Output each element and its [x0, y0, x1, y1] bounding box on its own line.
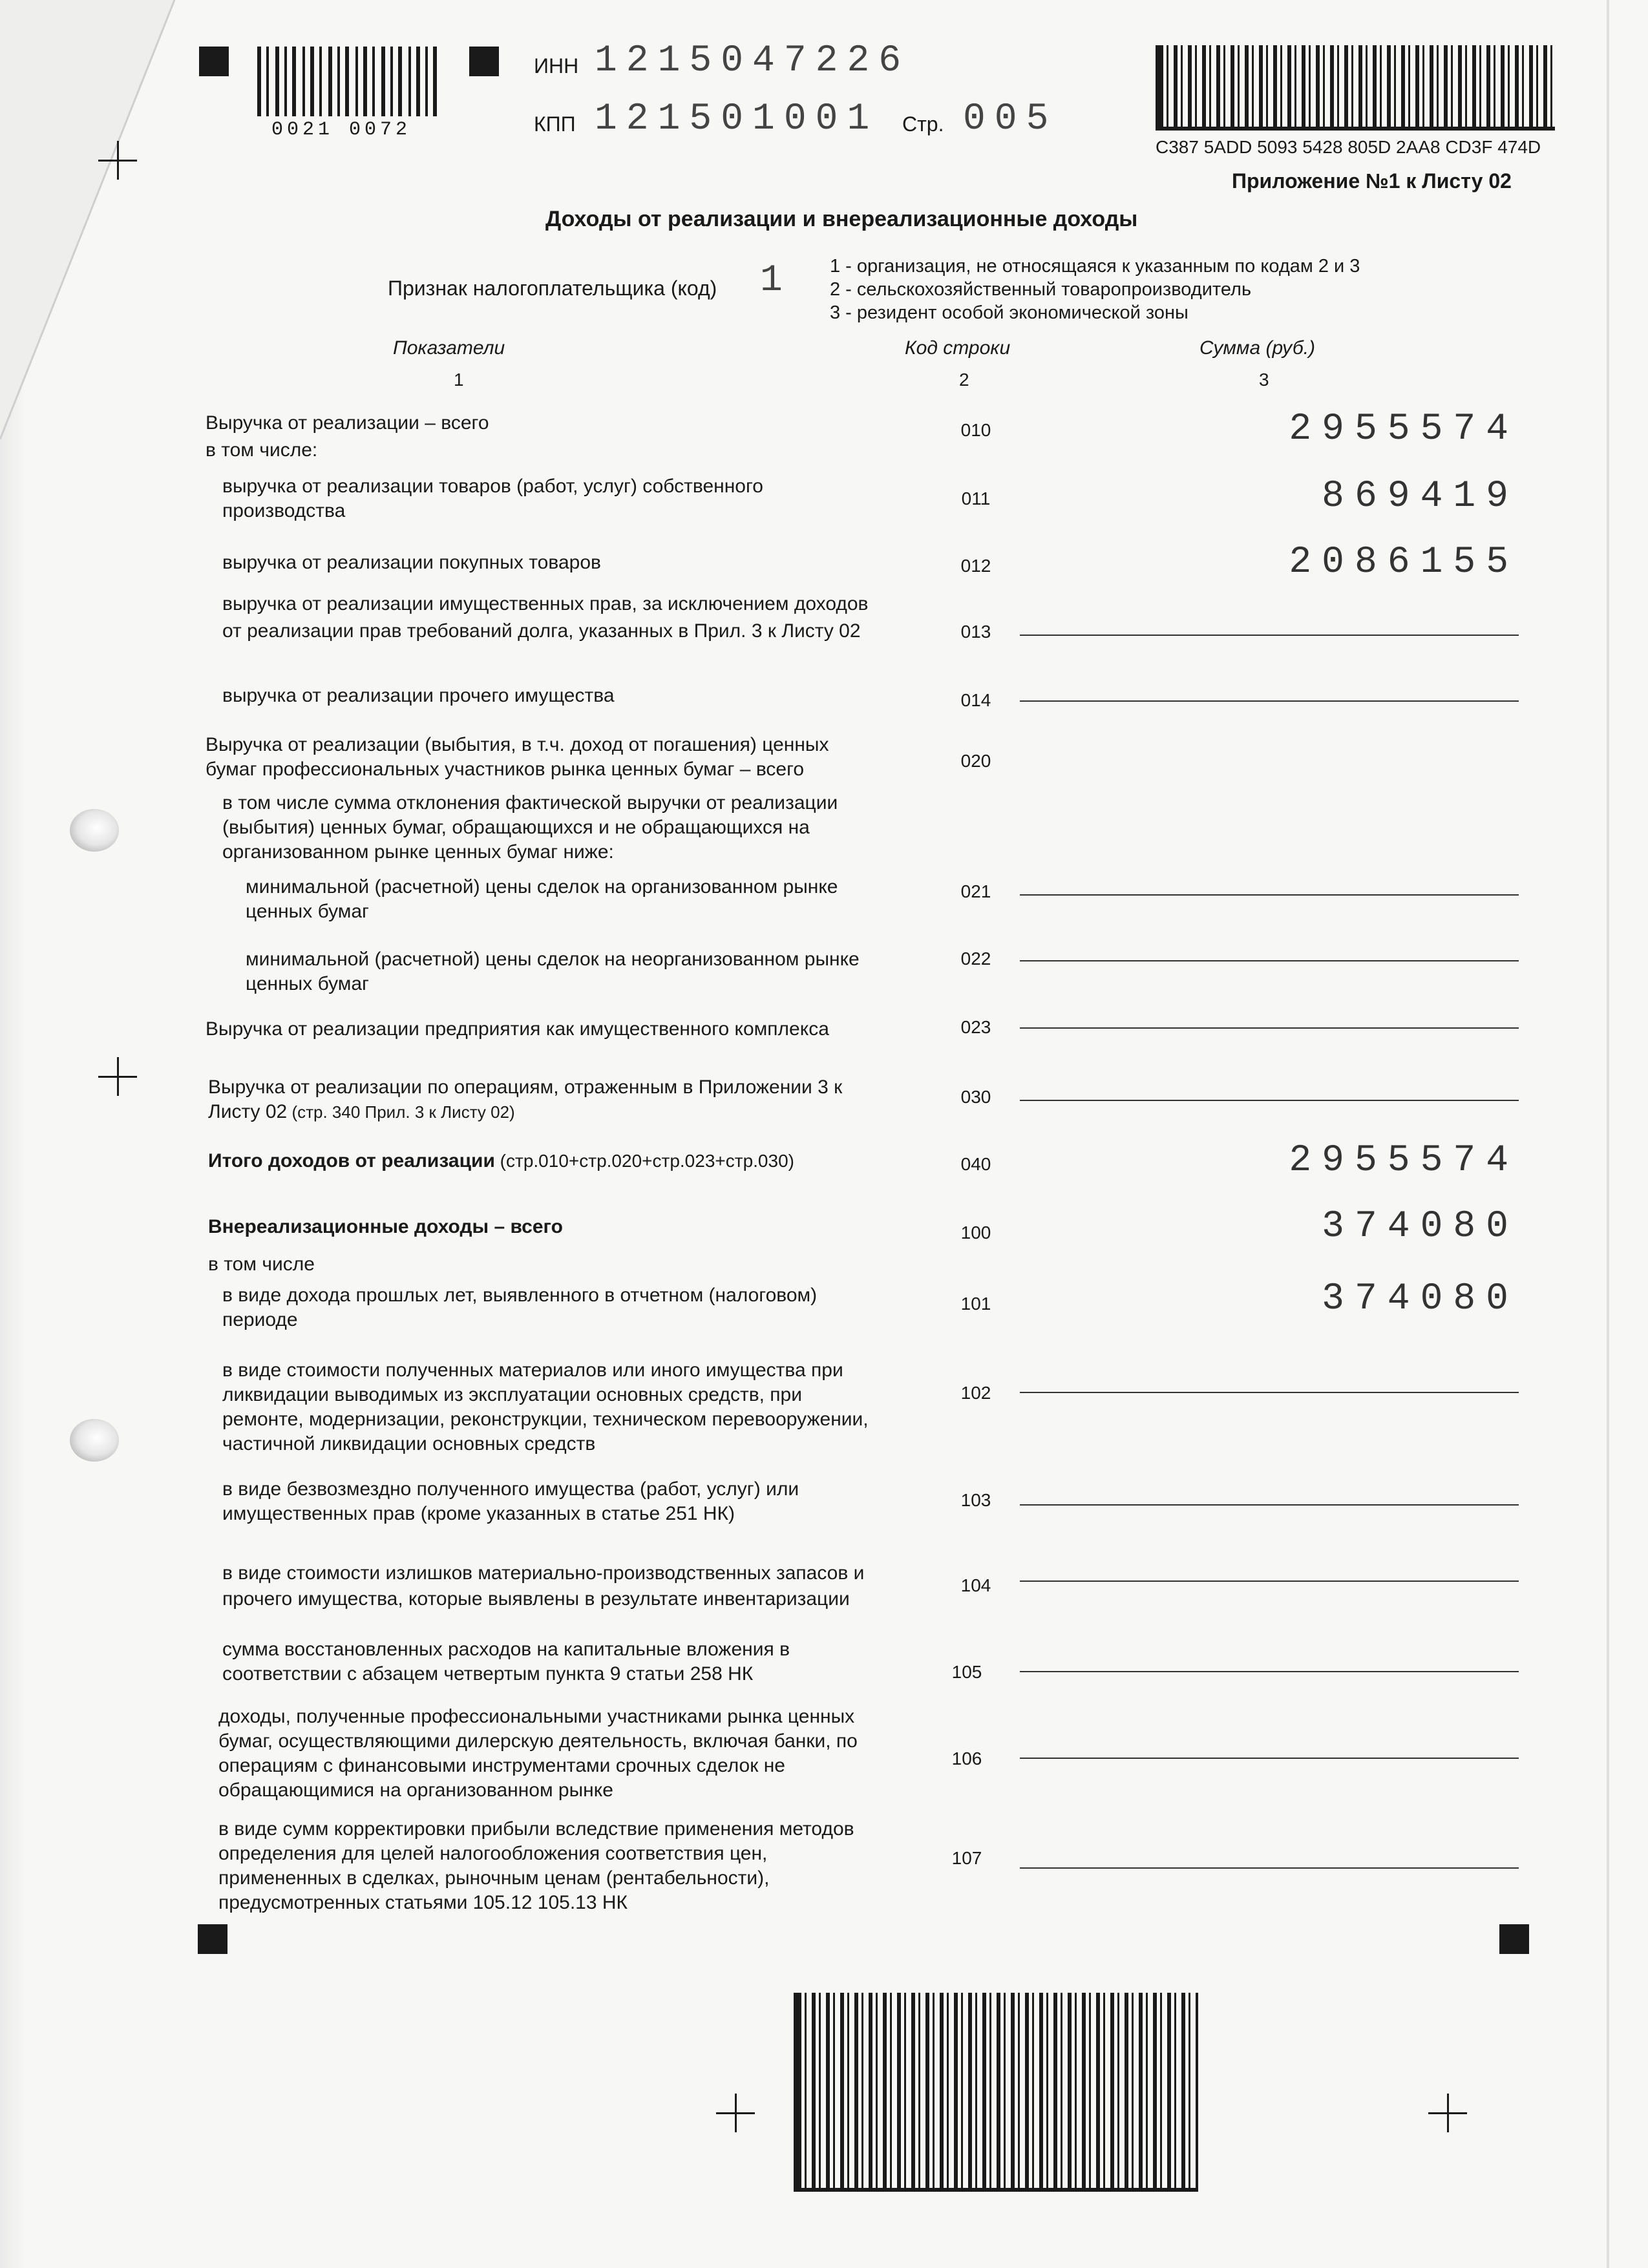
barcode-number: 0021 0072 [271, 119, 412, 141]
taxpayer-code: 1 [760, 260, 783, 302]
row-106-label-4: обращающимися на организованном рынке [218, 1780, 613, 1801]
row-102-label-2: ликвидации выводимых из эксплуатации основных средств, при [222, 1384, 802, 1405]
row-104-label: в виде стоимости излишков материально-производственных запасов и [222, 1562, 865, 1584]
row-030-label-2a: Листу 02 [208, 1101, 288, 1122]
row-105-code: 105 [951, 1662, 982, 1682]
row-103-amount-field[interactable] [1020, 1504, 1519, 1506]
row-100-code: 100 [960, 1223, 991, 1243]
row-014-code: 014 [960, 690, 991, 710]
row-010-code: 010 [960, 420, 991, 440]
row-014-label: выручка от реализации прочего имущества [222, 685, 615, 706]
form-2d-barcode [1156, 45, 1555, 131]
row-107-label-4: предусмотренных статьями 105.12 105.13 НК [218, 1892, 628, 1913]
taxpayer-option-2: 2 - сельскохозяйственный товаропроизводитель [830, 279, 1252, 300]
kpp-value: 121501001 [595, 98, 879, 140]
row-106-label-3: операциям с финансовыми инструментами срочных сделок не [218, 1755, 785, 1776]
row-013-label: выручка от реализации имущественных прав, за исключением доходов [222, 593, 869, 614]
row-014-amount-field[interactable] [1020, 700, 1519, 702]
row-010-label: Выручка от реализации – всего [206, 412, 489, 434]
column-number-1: 1 [454, 370, 464, 390]
taxpayer-option-1: 1 - организация, не относящаяся к указанным по кодам 2 и 3 [830, 256, 1360, 277]
column-header-amount: Сумма (руб.) [1199, 337, 1316, 359]
row-104-code: 104 [960, 1575, 991, 1595]
row-030-label: Выручка от реализации по операциям, отраженным в Приложении 3 к [208, 1076, 843, 1098]
row-022-code: 022 [960, 949, 991, 969]
row-023-code: 023 [960, 1017, 991, 1037]
row-013-label-2: от реализации прав требований долга, указанных в Прил. 3 к Листу 02 [222, 620, 861, 642]
row-040-code: 040 [960, 1154, 991, 1174]
row-107-code: 107 [951, 1848, 982, 1868]
row-010-sublabel: в том числе: [206, 439, 318, 461]
row-102-code: 102 [960, 1383, 991, 1403]
row-101-code: 101 [960, 1294, 991, 1314]
row-106-amount-field[interactable] [1020, 1758, 1519, 1759]
row-107-label: в виде сумм корректировки прибыли вследствие применения методов [218, 1818, 854, 1840]
row-012-code: 012 [960, 556, 991, 576]
document-hash: C387 5ADD 5093 5428 805D 2AA8 CD3F 474D [1156, 137, 1541, 157]
row-106-label: доходы, полученные профессиональными участниками рынка ценных [218, 1706, 855, 1727]
row-011-label: выручка от реализации товаров (работ, услуг) собственного [222, 476, 763, 497]
row-021-label: минимальной (расчетной) цены сделок на организованном рынке [246, 876, 838, 898]
row-040-label-a: Итого доходов от реализации [208, 1150, 495, 1171]
row-030-label-2b: (стр. 340 Прил. 3 к Листу 02) [287, 1102, 515, 1122]
page-label: Стр. [902, 112, 944, 136]
corner-marker-top-mid [469, 47, 499, 76]
row-105-label-2: соответствии с абзацем четвертым пункта 9 статьи 258 НК [222, 1663, 754, 1685]
row-021-label-2: ценных бумаг [246, 901, 370, 922]
page-barcode [257, 47, 437, 116]
registration-cross-icon [1428, 2094, 1467, 2132]
kpp-label: КПП [534, 112, 576, 136]
column-header-line-code: Код строки [905, 337, 1011, 359]
row-102-amount-field[interactable] [1020, 1392, 1519, 1393]
row-020-sub-label: в том числе сумма отклонения фактической выручки от реализации [222, 792, 838, 814]
row-023-label: Выручка от реализации предприятия как имущественного комплекса [206, 1018, 829, 1040]
form-title: Доходы от реализации и внереализационные доходы [545, 207, 1138, 231]
row-011-label-2: производства [222, 500, 346, 521]
row-020-sub-label-2: (выбытия) ценных бумаг, обращающихся и не обращающихся на [222, 817, 810, 838]
row-030-code: 030 [960, 1087, 991, 1107]
row-030-label-2 [208, 1100, 515, 1124]
corner-marker-top-left [199, 47, 229, 76]
row-103-label-2: имущественных прав (кроме указанных в статье 251 НК) [222, 1503, 735, 1524]
corner-marker-bottom-left [198, 1924, 227, 1954]
row-107-label-3: примененных в сделках, рыночным ценам (рентабельности), [218, 1867, 770, 1889]
row-021-code: 021 [960, 881, 991, 901]
registration-cross-icon [98, 141, 137, 180]
row-012-value: 2086155 [1289, 541, 1519, 583]
registration-cross-icon [98, 1057, 137, 1096]
row-107-amount-field[interactable] [1020, 1867, 1519, 1869]
row-011-code: 011 [961, 488, 991, 509]
punch-hole [70, 1419, 119, 1462]
row-102-label-3: ремонте, модернизации, реконструкции, техническом перевооружении, [222, 1409, 869, 1430]
row-102-label: в виде стоимости полученных материалов или иного имущества при [222, 1360, 843, 1381]
appendix-title: Приложение №1 к Листу 02 [1232, 169, 1512, 193]
row-106-code: 106 [951, 1748, 982, 1769]
column-number-2: 2 [959, 370, 969, 390]
inn-label: ИНН [534, 54, 579, 78]
row-104-amount-field[interactable] [1020, 1580, 1519, 1582]
row-102-label-4: частичной ликвидации основных средств [222, 1433, 596, 1454]
row-106-label-2: бумаг, осуществляющими дилерскую деятельность, включая банки, по [218, 1730, 858, 1752]
row-103-code: 103 [960, 1490, 991, 1510]
row-100-label: Внереализационные доходы – всего [208, 1216, 563, 1237]
row-105-label: сумма восстановленных расходов на капитальные вложения в [222, 1639, 790, 1660]
row-022-label: минимальной (расчетной) цены сделок на неорганизованном рынке [246, 949, 860, 970]
corner-marker-bottom-right [1499, 1924, 1529, 1954]
row-107-label-2: определения для целей налогообложения соответствия цен, [218, 1843, 768, 1864]
row-100-sublabel: в том числе [208, 1254, 315, 1275]
row-012-label: выручка от реализации покупных товаров [222, 552, 601, 573]
row-013-code: 013 [960, 622, 991, 642]
row-022-amount-field[interactable] [1020, 960, 1519, 961]
row-020-code: 020 [960, 751, 991, 771]
row-104-label-2: прочего имущества, которые выявлены в результате инвентаризации [222, 1588, 850, 1610]
row-105-amount-field[interactable] [1020, 1671, 1519, 1672]
row-040-value: 2955574 [1289, 1140, 1519, 1182]
row-030-amount-field[interactable] [1020, 1100, 1519, 1101]
row-101-label-2: периоде [222, 1309, 298, 1330]
row-022-label-2: ценных бумаг [246, 973, 370, 994]
row-023-amount-field[interactable] [1020, 1027, 1519, 1029]
row-020-sub-label-3: организованном рынке ценных бумаг ниже: [222, 841, 614, 863]
bottom-2d-barcode [794, 1993, 1198, 2192]
column-number-3: 3 [1259, 370, 1269, 390]
row-040-label-b: (стр.010+стр.020+стр.023+стр.030) [494, 1151, 794, 1171]
taxpayer-label: Признак налогоплательщика (код) [388, 277, 717, 300]
row-103-label: в виде безвозмездно полученного имущества (работ, услуг) или [222, 1478, 799, 1500]
row-101-label: в виде дохода прошлых лет, выявленного в отчетном (налоговом) [222, 1285, 818, 1306]
row-040-label [208, 1149, 794, 1173]
row-100-value: 374080 [1322, 1206, 1519, 1248]
row-020-label-2: бумаг профессиональных участников рынка ценных бумаг – всего [206, 759, 805, 780]
row-020-label: Выручка от реализации (выбытия, в т.ч. доход от погашения) ценных [206, 734, 829, 755]
row-021-amount-field[interactable] [1020, 894, 1519, 896]
row-101-value: 374080 [1322, 1278, 1519, 1320]
page-value: 005 [963, 98, 1058, 140]
taxpayer-option-3: 3 - резидент особой экономической зоны [830, 302, 1188, 323]
row-013-amount-field[interactable] [1020, 635, 1519, 636]
inn-value: 1215047226 [595, 40, 911, 82]
registration-cross-icon [716, 2094, 755, 2132]
row-011-value: 869419 [1322, 476, 1519, 518]
page-corner-fold [0, 0, 181, 452]
right-page-edge [1607, 0, 1609, 2268]
row-010-value: 2955574 [1289, 408, 1519, 450]
punch-hole [70, 809, 119, 852]
column-header-indicators: Показатели [393, 337, 505, 359]
